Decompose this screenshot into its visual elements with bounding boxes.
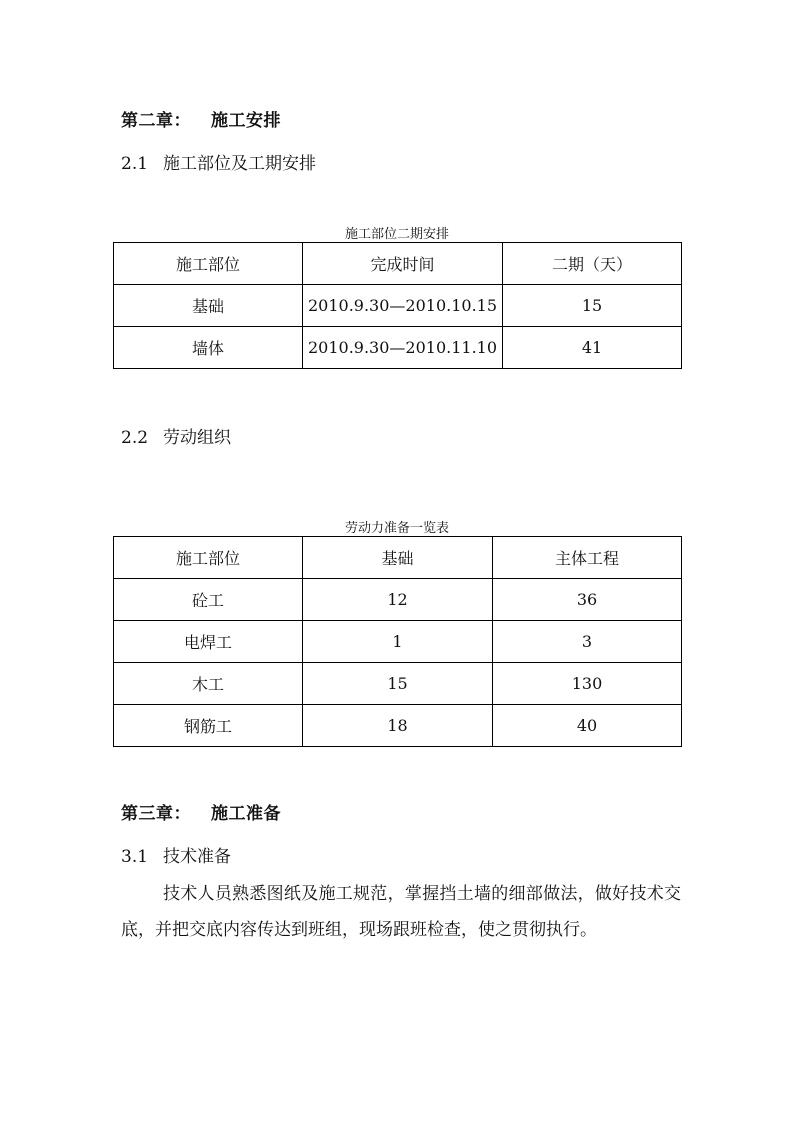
table-cell: 木工	[114, 663, 303, 705]
section-2-2-number: 2.2	[121, 428, 149, 448]
table-cell: 40	[493, 705, 682, 747]
section-3-1-heading	[121, 842, 231, 867]
labor-table	[113, 536, 682, 747]
table-row	[114, 285, 682, 327]
header-cell: 主体工程	[493, 537, 682, 579]
header-cell: 二期（天）	[503, 243, 682, 285]
table-cell: 2010.9.30—2010.11.10	[303, 327, 503, 369]
table-cell: 18	[303, 705, 493, 747]
header-cell: 基础	[303, 537, 493, 579]
body-paragraph: 技术人员熟悉图纸及施工规范，掌握挡土墙的细部做法，做好技术交底，并把交底内容传达到班组，现场跟班检查，使之贯彻执行。	[121, 884, 681, 940]
table-cell: 36	[493, 579, 682, 621]
table-cell: 基础	[114, 285, 303, 327]
table-cell: 墙体	[114, 327, 303, 369]
table-header-row	[114, 537, 682, 579]
table-cell: 砼工	[114, 579, 303, 621]
header-cell: 施工部位	[114, 243, 303, 285]
section-2-2-heading	[121, 423, 231, 448]
table-2-caption: 劳动力准备一览表	[344, 521, 449, 536]
section-2-1-heading	[121, 149, 316, 174]
table-cell: 130	[493, 663, 682, 705]
table-cell: 15	[303, 663, 493, 705]
table-1-caption: 施工部位二期安排	[344, 227, 449, 242]
table-row	[114, 621, 682, 663]
table-cell: 12	[303, 579, 493, 621]
table-cell: 3	[493, 621, 682, 663]
schedule-table	[113, 242, 682, 369]
chapter-2-label: 第二章：	[121, 111, 191, 131]
header-cell: 施工部位	[114, 537, 303, 579]
section-2-1-number: 2.1	[121, 154, 149, 174]
section-3-1-title: 技术准备	[163, 847, 231, 867]
table-row	[114, 663, 682, 705]
chapter-2-title: 施工安排	[211, 111, 281, 131]
table-cell: 电焊工	[114, 621, 303, 663]
section-2-2-title: 劳动组织	[163, 428, 231, 448]
table-cell: 2010.9.30—2010.10.15	[303, 285, 503, 327]
chapter-3-heading	[121, 799, 281, 824]
chapter-2-heading	[121, 106, 281, 131]
table-cell: 41	[503, 327, 682, 369]
chapter-3-title: 施工准备	[211, 804, 281, 824]
table-row	[114, 705, 682, 747]
section-3-1-number: 3.1	[121, 847, 149, 867]
chapter-3-label: 第三章：	[121, 804, 191, 824]
section-2-1-title: 施工部位及工期安排	[163, 154, 316, 174]
table-header-row	[114, 243, 682, 285]
table-cell: 钢筋工	[114, 705, 303, 747]
table-cell: 15	[503, 285, 682, 327]
header-cell: 完成时间	[303, 243, 503, 285]
table-row	[114, 579, 682, 621]
table-cell: 1	[303, 621, 493, 663]
table-row	[114, 327, 682, 369]
